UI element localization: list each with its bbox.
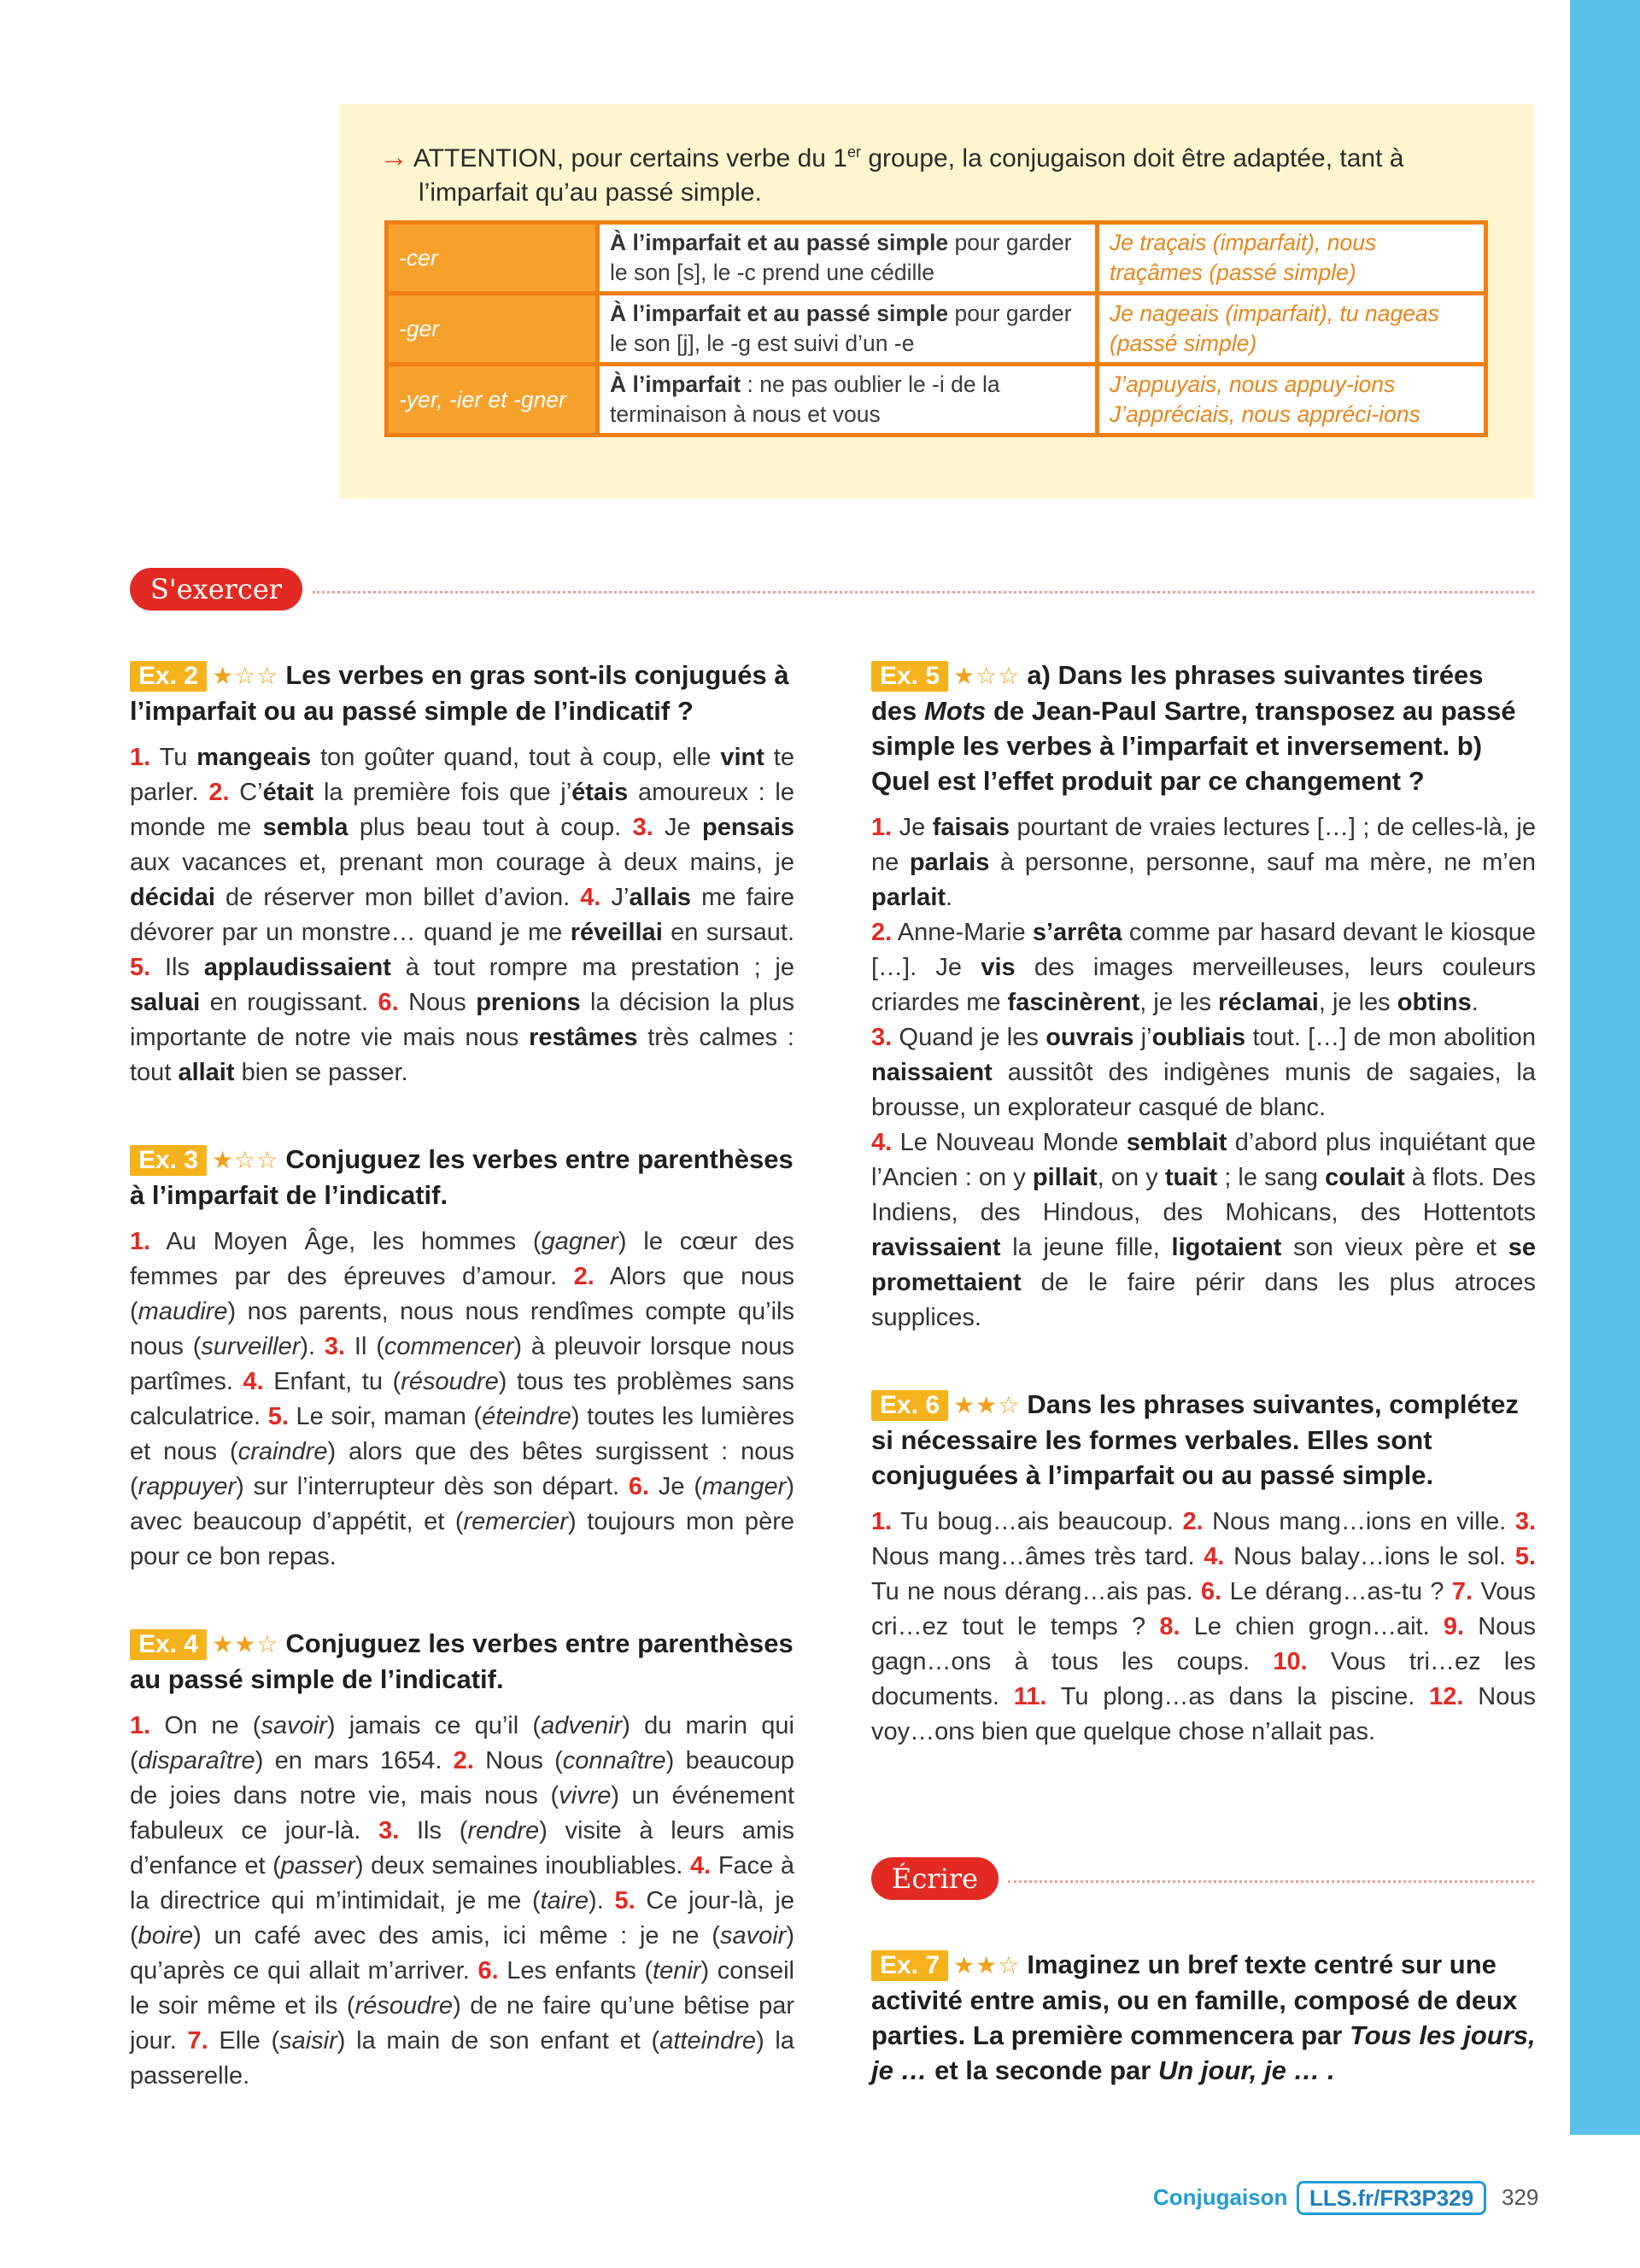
table-row: -cer À l’imparfait et au passé simple pour garder le son [s], le -c prend une cédille Je traçais (imparfait), nous traçâmes (passé simple) (387, 223, 1486, 294)
right-column (871, 658, 1536, 1750)
exercise-7 (871, 1947, 1536, 2100)
difficulty-stars-icon: ★★☆ (953, 1392, 1021, 1418)
exercise-badge: Ex. 2 (130, 661, 207, 692)
section-heading-practice: S'exercer (130, 568, 302, 611)
difficulty-stars-icon: ★☆☆ (953, 663, 1021, 689)
table-row: -yer, -ier et -gner À l’imparfait : ne pas oublier le -i de la terminaison à nous et vous J’appuyais, nous appuy-ions J’appréciais, nous appréci-ions (387, 365, 1486, 435)
exercise-4-heading: Ex. 4 ★★☆ Conjuguez les verbes entre parenthèses au passé simple de l’indicatif. (130, 1628, 794, 1694)
attention-box (340, 104, 1534, 499)
conjugation-rules-table (384, 220, 1488, 437)
table-row: -ger À l’imparfait et au passé simple pour garder le son [j], le -g est suivi d’un -e Je nageais (imparfait), tu nageas (passé simple) (387, 294, 1486, 365)
page-number: 329 (1502, 2184, 1539, 2210)
exercise-badge: Ex. 3 (130, 1145, 207, 1176)
exercise-badge: Ex. 5 (871, 661, 948, 692)
exercise-6-text: 1. Tu boug…ais beaucoup. 2. Nous mang…ions en ville. 3. Nous mang…âmes très tard. 4. Nous balay…ions le sol. 5. Tu ne nous dérang…ais pas. 6. Le dérang…as-tu ? 7. Vous cri…ez tout le temps ? 8. Le chien grogn…ait. 9. Nous gagn…ons à tous les coups. 10. Vous tri…ez les documents. 11. Tu plong…as dans la piscine. 12. Nous voy…ons bien que quelque chose n’allait pas. (871, 1508, 1537, 1745)
exercise-3-heading: Ex. 3 ★☆☆ Conjuguez les verbes entre parenthèses à l’imparfait de l’indicatif. (130, 1144, 794, 1210)
divider (1008, 1880, 1534, 1883)
exercise-badge: Ex. 4 (130, 1629, 207, 1660)
exercise-5-text: 1. Je faisais pourtant de vraies lectures […] ; de celles-là, je ne parlais à personne, personne, sauf ma mère, ne m’en parlait. 2. Anne-Marie s’arrêta comme par hasard devant le kiosque […]. Je vis des images merveilleuses, leurs couleurs criardes me fascinèrent, je les réclamai, je les obtins. 3. Quand je les ouvrais j’oubliais tout. […] de mon abolition naissaient aussitôt des indigènes munis de sagaies, la brousse, un explorateur casqué de blanc. 4. Le Nouveau Monde semblait d’abord plus inquiétant que l’Ancien : on y pillait, on y tuait ; le sang coulait à flots. Des Indiens, des Hindous, des Mohicans, des Hottentots ravissaient la jeune fille, ligotaient son vieux père et se promettaient de le faire périr dans les plus atroces supplices. (871, 814, 1537, 1331)
side-tab-bar (1570, 0, 1640, 2135)
exercise-4-text: 1. On ne (savoir) jamais ce qu’il (advenir) du marin qui (disparaître) en mars 1654. 2. Nous (connaître) beaucoup de joies dans notre vie, mais nous (vivre) un événement fabuleux ce jour-là. 3. Ils (rendre) visite à leurs amis d’enfance et (passer) deux semaines inoubliables. 4. Face à la directrice qui m’intimidait, je me (taire). 5. Ce jour-là, je (boire) un café avec des amis, ici même : je ne (savoir) qu’après ce qui allait m’arriver. 6. Les enfants (tenir) conseil le soir même et ils (résoudre) de ne faire qu’une bêtise par jour. 7. Elle (saisir) la main de son enfant et (atteindre) la passerelle. (130, 1712, 795, 2090)
exercise-3-text: 1. Au Moyen Âge, les hommes (gagner) le cœur des femmes par des épreuves d’amour. 2. Alors que nous (maudire) nos parents, nous nous rendîmes compte qu’ils nous (surveiller). 3. Il (commencer) à pleuvoir lorsque nous partîmes. 4. Enfant, tu (résoudre) tous tes problèmes sans calculatrice. 5. Le soir, maman (éteindre) toutes les lumières et nous (craindre) alors que des bêtes surgissent : nous (rappuyer) sur l’interrupteur dès son départ. 6. Je (manger) avec beaucoup d’appétit, et (remercier) toujours mon père pour ce bon repas. (130, 1228, 795, 1570)
difficulty-stars-icon: ★★☆ (212, 1631, 279, 1657)
arrow-icon: → (379, 141, 408, 173)
difficulty-stars-icon: ★☆☆ (212, 1147, 279, 1173)
exercise-7-heading: Ex. 7 ★★☆ Imaginez un bref texte centré sur une activité entre amis, ou en famille, composé de deux parties. La première commencera par Tous les jours, je … et la seconde par Un jour, je … . (871, 1949, 1536, 2085)
exercise-2-heading: Ex. 2 ★☆☆ Les verbes en gras sont-ils conjugués à l’imparfait ou au passé simple de l’indicatif ? (130, 660, 789, 726)
page-footer (1153, 2181, 1538, 2215)
exercise-badge: Ex. 6 (871, 1390, 948, 1421)
exercise-badge: Ex. 7 (871, 1950, 948, 1981)
footer-link[interactable]: LLS.fr/FR3P329 (1297, 2181, 1486, 2215)
left-column (130, 658, 794, 2145)
exercise-6-heading: Ex. 6 ★★☆ Dans les phrases suivantes, complétez si nécessaire les formes verbales. Elles sont conjuguées à l’imparfait ou au passé simple. (871, 1389, 1519, 1490)
difficulty-stars-icon: ★☆☆ (212, 663, 279, 689)
difficulty-stars-icon: ★★☆ (953, 1952, 1021, 1979)
attention-text: → ATTENTION, pour certains verbe du 1er groupe, la conjugaison doit être adaptée, tant à l’imparfait qu’au passé simple. (379, 141, 1404, 207)
divider (313, 591, 1534, 593)
footer-section: Conjugaison (1153, 2184, 1288, 2210)
section-heading-write: Écrire (871, 1857, 999, 1900)
exercise-5-heading: Ex. 5 ★☆☆ a) Dans les phrases suivantes tirées des Mots de Jean-Paul Sartre, transposez au passé simple les verbes à l’imparfait et inversement. b) Quel est l’effet produit par ce changement ? (871, 660, 1516, 796)
exercise-2-text: 1. Tu mangeais ton goûter quand, tout à coup, elle vint te parler. 2. C’était la première fois que j’étais amoureux : le monde me sembla plus beau tout à coup. 3. Je pensais aux vacances et, prenant mon courage à deux mains, je décidai de réserver mon billet d’avion. 4. J’allais me faire dévorer par un monstre… quand je me réveillai en sursaut. 5. Ils applaudissaient à tout rompre ma prestation ; je saluai en rougissant. 6. Nous prenions la décision la plus importante de notre vie mais nous restâmes très calmes : tout allait bien se passer. (130, 744, 795, 1086)
